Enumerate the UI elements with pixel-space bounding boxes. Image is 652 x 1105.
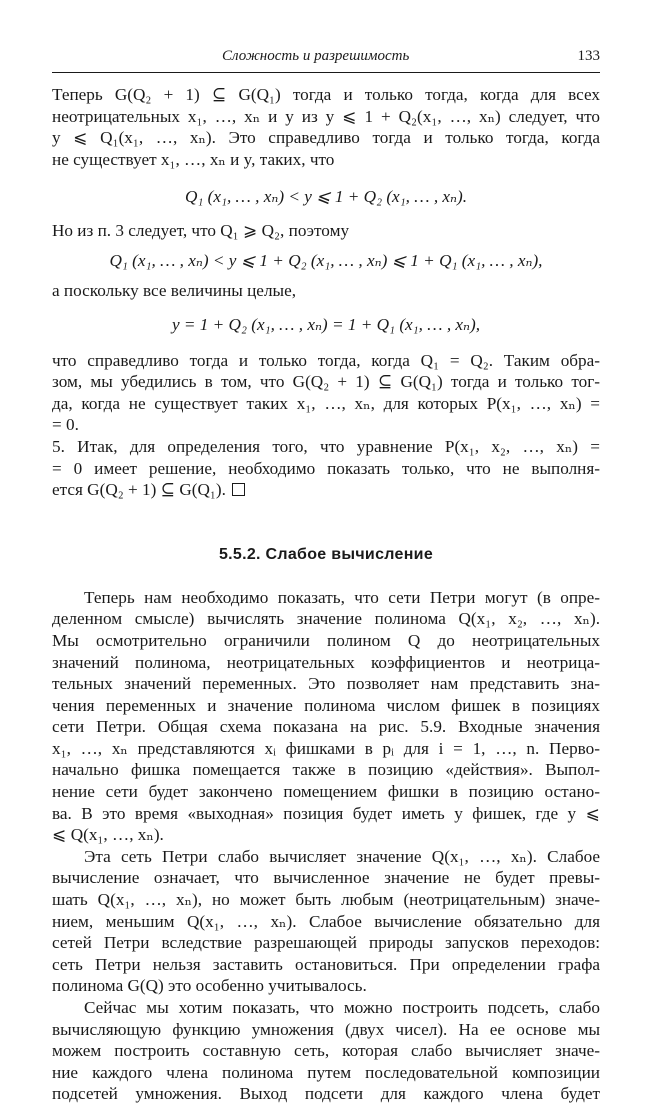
text-line: x₁, …, xₙ представляются xᵢ фишками в pᵢ для i = 1, …, n. Перво-	[52, 738, 600, 758]
text-line: зом, мы убедились в том, что G(Q₂ + 1) ⊆ G(Q₁) тогда и только тог-	[52, 372, 600, 392]
running-title: Сложность и разрешимость	[222, 48, 410, 64]
text-line: шать Q(x₁, …, xₙ), но может быть любым (неотрицательным) значе-	[52, 890, 600, 910]
text-line: тельных значений переменных. Это позволяет нам представить зна-	[52, 674, 600, 694]
paragraph	[52, 587, 600, 846]
page-body	[52, 84, 600, 1105]
text-line: Сейчас мы хотим показать, что можно построить подсеть, слабо	[84, 998, 600, 1017]
text-line: = 0.	[52, 415, 79, 435]
section-heading: 5.5.2. Слабое вычисление	[218, 545, 434, 563]
display-formula: Q₁ (x₁, … , xₙ) < y ⩽ 1 + Q₂ (x₁, … , xₙ) ⩽ 1 + Q₁ (x₁, … , xₙ),	[109, 250, 543, 270]
paragraph	[52, 350, 600, 436]
paragraph	[52, 84, 600, 170]
text-line: сеть Петри нельзя заставить остановиться. При определении графа	[52, 954, 600, 974]
text-line: чения переменных и значение полинома числом фишек в позициях	[52, 695, 600, 715]
text-line: а поскольку все величины целые,	[52, 280, 296, 300]
paragraph	[52, 997, 600, 1105]
text-line: можем построить составную сеть, которая слабо вычисляет значе-	[52, 1041, 600, 1061]
text-line: сети Петри. Общая схема показана на рис. 5.9. Входные значения	[52, 717, 600, 737]
text-line: сетей Петри вследствие разрешающей природы запусков переходов:	[52, 933, 600, 953]
text-line: y ⩽ Q₁(x₁, …, xₙ). Это справедливо тогда и только тогда, когда	[52, 128, 600, 148]
text-line: нием, меньшим Q(x₁, …, xₙ). Слабое вычисление обязательно для	[52, 911, 600, 931]
text-line: да, когда не существует таких x₁, …, xₙ, для которых P(x₁, …, xₙ) =	[52, 393, 600, 413]
section-spacer	[52, 501, 600, 523]
text-line: ⩽ Q(x₁, …, xₙ).	[52, 825, 164, 845]
text-line: что справедливо тогда и только тогда, когда Q₁ = Q₂. Таким обра-	[52, 350, 600, 370]
text-line: = 0 имеет решение, необходимо показать только, что не выполня-	[52, 458, 600, 478]
text-line-content: ется G(Q₂ + 1) ⊆ G(Q₁).	[52, 480, 226, 500]
paragraph	[52, 436, 600, 501]
text-line: ва. В это время «выходная» позиция будет иметь y фишек, где y ⩽	[52, 803, 600, 823]
text-line: Мы осмотрительно ограничили полином Q до неотрицательных	[52, 630, 600, 650]
text-line: нение сети будет закончено помещением фишки в позицию остано-	[52, 782, 600, 802]
text-line: Теперь G(Q₂ + 1) ⊆ G(Q₁) тогда и только тогда, когда для всех	[52, 85, 600, 104]
text-line: Эта сеть Петри слабо вычисляет значение Q(x₁, …, xₙ). Слабое	[84, 846, 600, 866]
text-line: вычисление означает, что вычисленное значение не будет превы-	[52, 868, 600, 888]
text-line: вычисляющую функцию умножения (двух чисел). На ее основе мы	[52, 1019, 600, 1039]
text-line	[52, 479, 600, 501]
text-line: Теперь нам необходимо показать, что сети Петри могут (в опре-	[84, 587, 600, 607]
text-line: Но из п. 3 следует, что Q₁ ⩾ Q₂, поэтому	[52, 221, 350, 241]
text-line: подсетей умножения. Выход подсети для каждого члена будет	[52, 1084, 600, 1104]
paragraph	[52, 846, 600, 997]
page-number: 133	[577, 48, 600, 64]
end-of-proof-icon	[232, 483, 245, 496]
display-formula: Q₁ (x₁, … , xₙ) < y ⩽ 1 + Q₂ (x₁, … , xₙ).	[184, 187, 468, 207]
text-line: неотрицательных x₁, …, xₙ и y из y ⩽ 1 + Q₂(x₁, …, xₙ) следует, что	[52, 106, 600, 126]
text-line: деленном смысле) вычислять значение полинома Q(x₁, x₂, …, xₙ).	[52, 609, 600, 629]
text-line: ние каждого члена полинома путем последовательной композиции	[52, 1062, 600, 1082]
text-line: значений полинома, неотрицательных коэффициентов и неотрица-	[52, 652, 600, 672]
text-line: 5. Итак, для определения того, что уравнение P(x₁, x₂, …, xₙ) =	[52, 436, 600, 456]
display-formula: y = 1 + Q₂ (x₁, … , xₙ) = 1 + Q₁ (x₁, … , xₙ),	[171, 314, 481, 334]
header-rule	[52, 72, 600, 73]
text-line: не существует x₁, …, xₙ и y, таких, что	[52, 149, 335, 169]
text-line: начально фишка помещается также в позицию «действия». Выпол-	[52, 760, 600, 780]
text-line: полинома G(Q) это особенно учитывалось.	[52, 976, 367, 996]
